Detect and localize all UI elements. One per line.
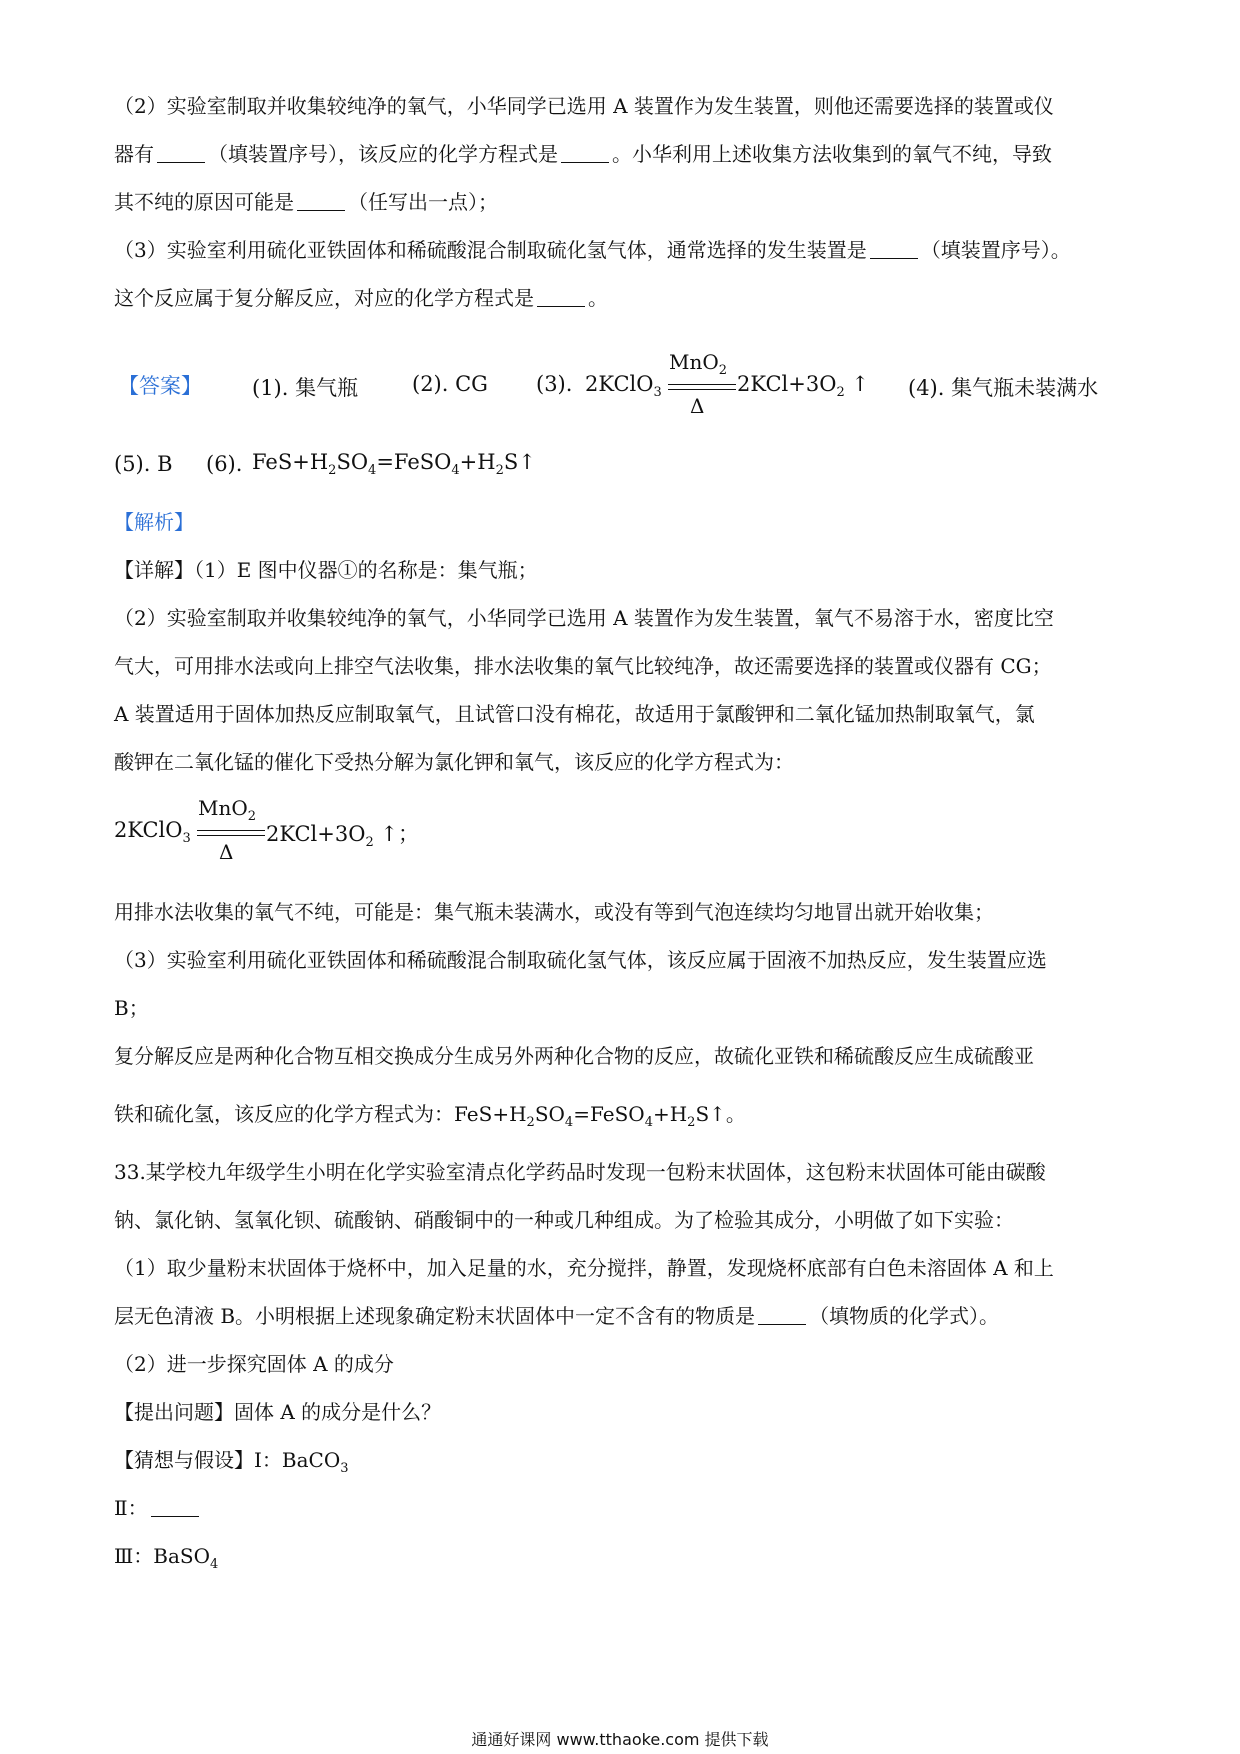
fes-equation: $FeS+H_2SO_4=FeSO_4+H_2S↑$ (454, 1102, 726, 1130)
answer-blank (297, 210, 345, 211)
q32-part3-line2: 这个反应属于复分解反应，对应的化学方程式是 。 (114, 286, 608, 310)
analysis-line10: 铁和硫化氢，该反应的化学方程式为：$FeS+H_2SO_4=FeSO_4+H_2S↑$。 (114, 1102, 746, 1130)
q33-line1: 33.某学校九年级学生小明在化学实验室清点化学药品时发现一包粉末状固体，这包粉末状固体可能由碳酸 (114, 1160, 1046, 1184)
reaction-equation-analysis: 2KClO$_3$ MnO$_2$ Δ $2KCl+3O_2$ ↑； (114, 796, 420, 864)
analysis-line7: （3）实验室利用硫化亚铁固体和稀硫酸混合制取硫化氢气体，该反应属于固液不加热反应，发生装置应选 (114, 948, 1047, 972)
q33-line2: 钠、氯化钠、氢氧化钡、硫酸钠、硝酸铜中的一种或几种组成。为了检验其成分，小明做了如下实验： (114, 1208, 1014, 1232)
answer-blank (561, 162, 609, 163)
answer-3-label: (3). (536, 372, 573, 396)
q32-part2-line1: （2）实验室制取并收集较纯净的氧气，小华同学已选用 A 装置作为发生装置，则他还需要选择的装置或仪 (114, 94, 1054, 118)
answer-4: (4). 集气瓶未装满水 (908, 376, 1099, 400)
page-footer: 通通好课网 www.tthaoke.com 提供下载 (471, 1730, 769, 1749)
analysis-line8: B； (114, 996, 149, 1020)
q33-line5: （2）进一步探究固体 A 的成分 (114, 1352, 394, 1376)
answer-blank (157, 162, 205, 163)
answer-blank (537, 306, 585, 307)
q33-line6: 【提出问题】固体 A 的成分是什么？ (114, 1400, 442, 1424)
q32-part3-line1: （3）实验室利用硫化亚铁固体和稀硫酸混合制取硫化氢气体，通常选择的发生装置是 （填装置序号）。 (114, 238, 1071, 262)
analysis-line2: （2）实验室制取并收集较纯净的氧气，小华同学已选用 A 装置作为发生装置，氧气不易溶于水，密度比空 (114, 606, 1054, 630)
answer-1: (1). 集气瓶 (252, 376, 359, 400)
analysis-line3: 气大，可用排水法或向上排空气法收集，排水法收集的氧气比较纯净，故还需要选择的装置或仪器有 CG； (114, 654, 1052, 678)
answer-tag: 【答案】 (118, 374, 202, 398)
analysis-line6: 用排水法收集的氧气不纯，可能是：集气瓶未装满水，或没有等到气泡连续均匀地冒出就开始收集； (114, 900, 994, 924)
answer-2: (2). CG (412, 372, 488, 396)
answer-6-equation: $FeS+H_2SO_4=FeSO_4+H_2S↑$ (252, 450, 536, 478)
answer-6-label: (6). (206, 452, 243, 476)
q32-part2-line3: 其不纯的原因可能是 （任写出一点）； (114, 190, 498, 214)
analysis-line4: A 装置适用于固体加热反应制取氧气，且试管口没有棉花，故适用于氯酸钾和二氧化锰加热制取氧气，氯 (114, 702, 1035, 726)
q33-line4: 层无色清液 B。小明根据上述现象确定粉末状固体中一定不含有的物质是 （填物质的化学式）。 (114, 1304, 1000, 1328)
answer-blank (870, 258, 918, 259)
analysis-line1: 【详解】（1）E 图中仪器①的名称是：集气瓶； (114, 558, 538, 582)
q33-line9: Ⅲ：BaSO$_4$ (114, 1544, 219, 1572)
q33-line7: 【猜想与假设】Ⅰ：BaCO$_3$ (114, 1448, 349, 1476)
analysis-line5: 酸钾在二氧化锰的催化下受热分解为氯化钾和氧气，该反应的化学方程式为： (114, 750, 794, 774)
analysis-line9: 复分解反应是两种化合物互相交换成分生成另外两种化合物的反应，故硫化亚铁和稀硫酸反应生成硫酸亚 (114, 1044, 1034, 1068)
analysis-tag: 【解析】 (114, 510, 194, 534)
answer-blank (151, 1516, 199, 1517)
answer-blank (758, 1324, 806, 1325)
q33-line3: （1）取少量粉末状固体于烧杯中，加入足量的水，充分搅拌，静置，发现烧杯底部有白色未溶固体 A 和上 (114, 1256, 1054, 1280)
answer-5: (5). B (114, 452, 173, 476)
q32-part2-line2: 器有 （填装置序号），该反应的化学方程式是 。小华利用上述收集方法收集到的氧气不纯，导致 (114, 142, 1052, 166)
q33-line8: Ⅱ： (114, 1494, 202, 1522)
reaction-equation-answer: 2KClO$_3$ MnO$_2$ Δ $2KCl+3O_2$ ↑ (585, 350, 870, 418)
